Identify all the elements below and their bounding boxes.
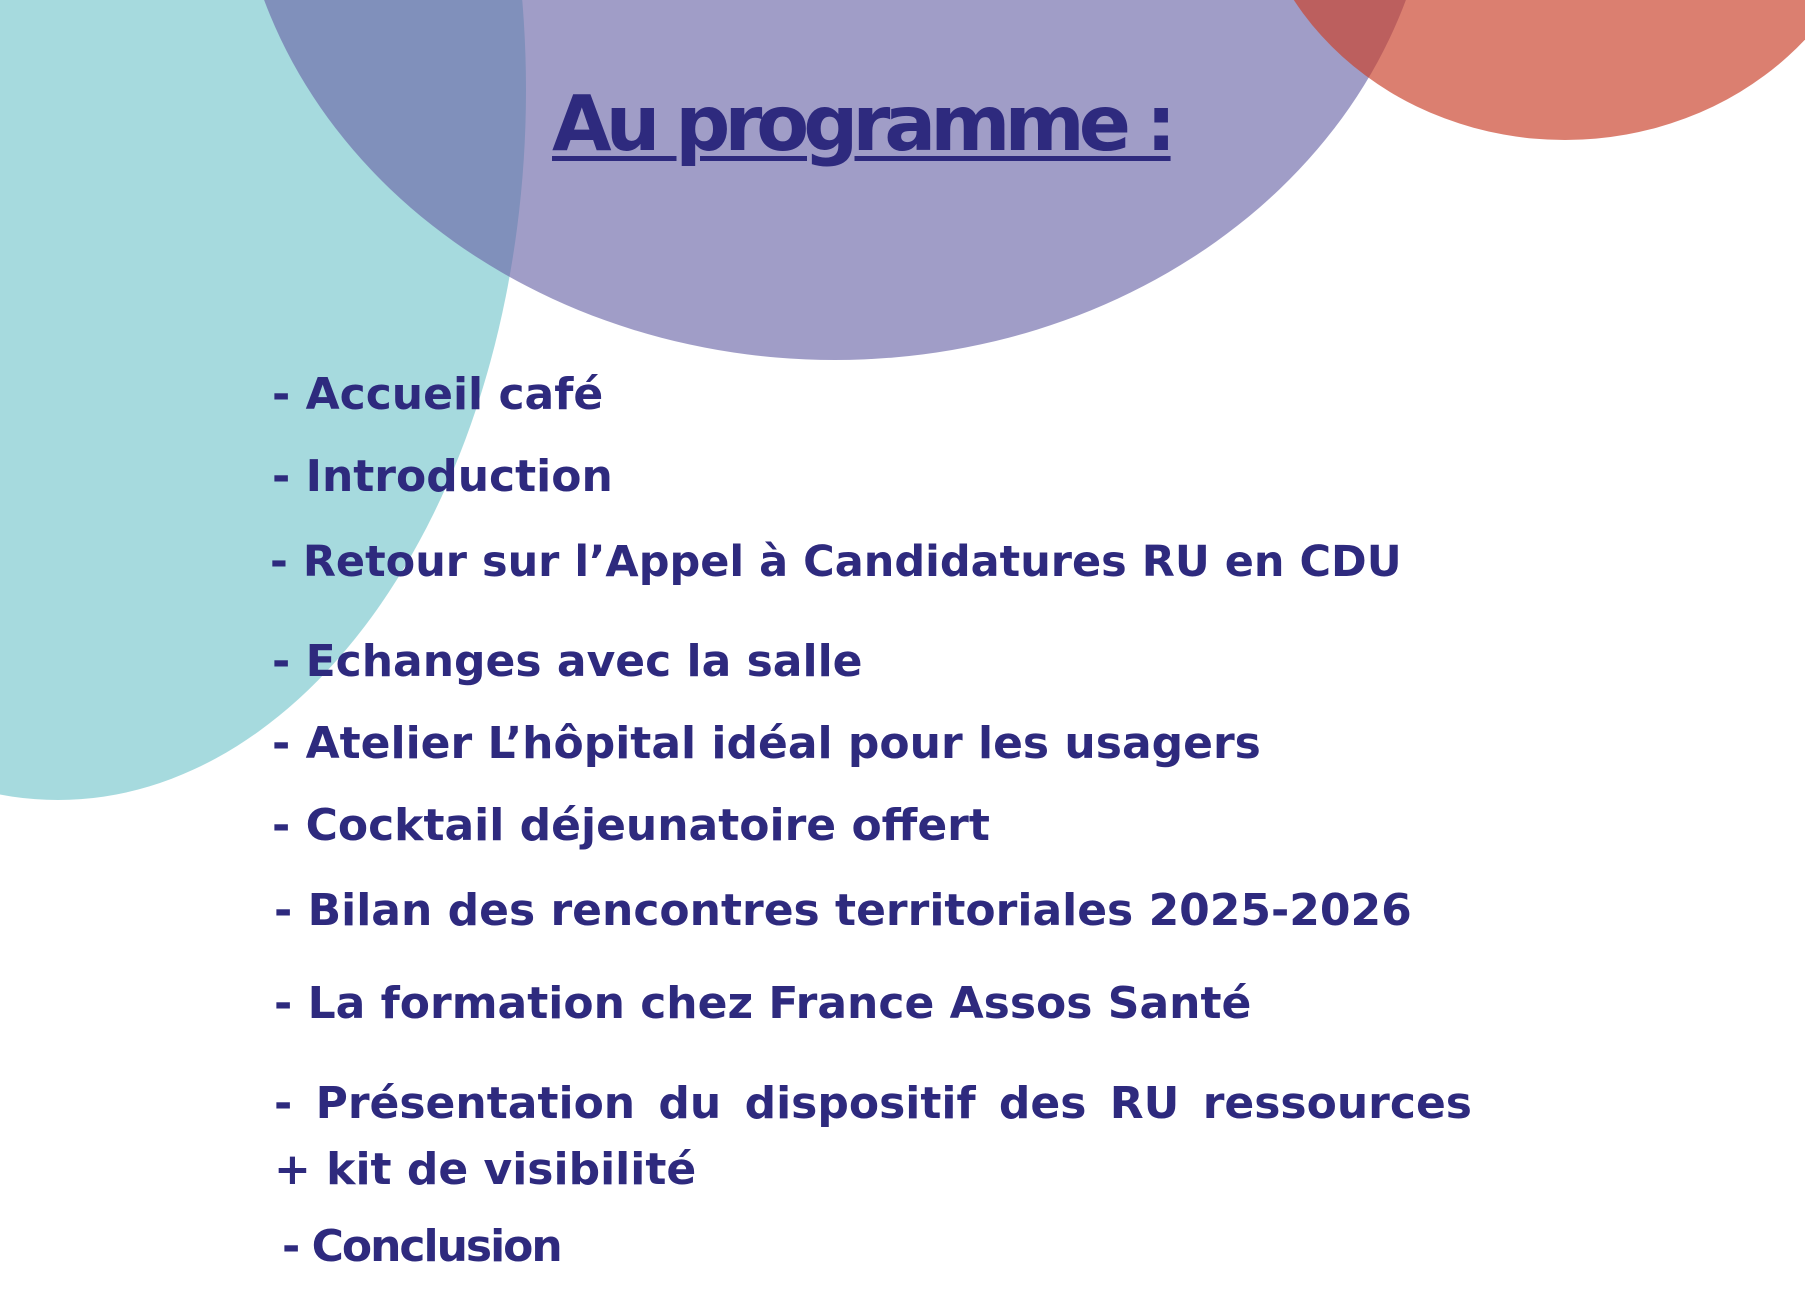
list-item: - Echanges avec la salle	[272, 636, 863, 687]
list-item-continuation: + kit de visibilité	[274, 1144, 697, 1195]
list-item: - La formation chez France Assos Santé	[274, 978, 1252, 1029]
list-item: - Conclusion	[282, 1221, 561, 1272]
list-item: - Présentation du dispositif des RU ressources	[274, 1078, 1472, 1129]
list-item: - Retour sur l’Appel à Candidatures RU en CDU	[270, 537, 1402, 587]
list-item: - Introduction	[272, 451, 613, 502]
list-item: - Accueil café	[272, 369, 604, 420]
list-item: - Cocktail déjeunatoire offert	[272, 800, 990, 851]
list-item: - Atelier L’hôpital idéal pour les usagers	[272, 718, 1261, 769]
page-title: Au programme :	[552, 80, 1171, 169]
list-item: - Bilan des rencontres territoriales 2025-2026	[274, 885, 1412, 936]
